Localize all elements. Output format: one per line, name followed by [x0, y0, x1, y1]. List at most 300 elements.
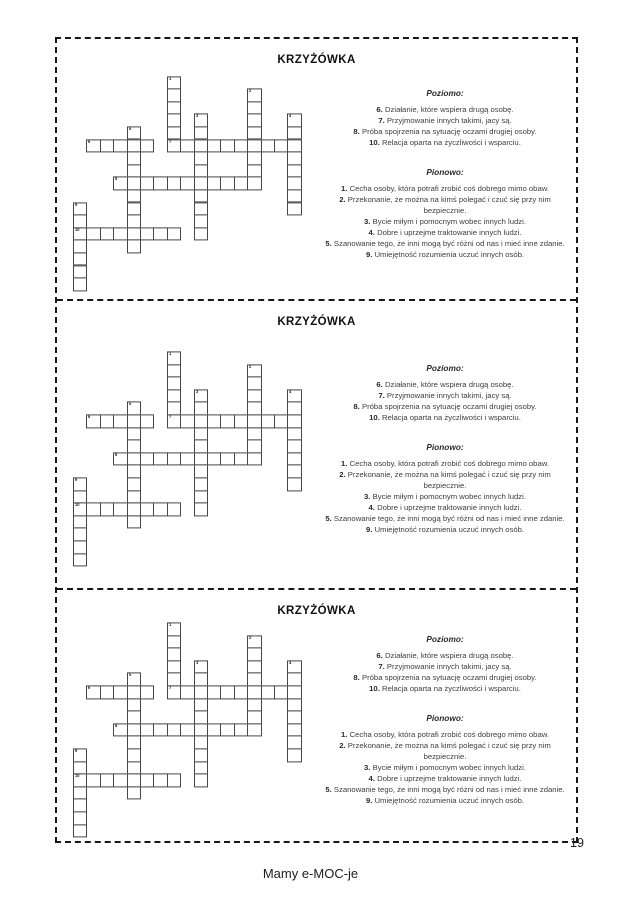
crossword-cell	[167, 673, 181, 687]
crossword-cell	[167, 635, 181, 649]
clue	[325, 183, 565, 194]
cell-number: 7	[168, 415, 172, 420]
down-heading: Pionowo:	[426, 442, 464, 452]
clue	[325, 683, 565, 694]
clues-block	[325, 363, 565, 535]
clue	[325, 238, 565, 249]
crossword-cell	[220, 685, 234, 699]
across-clue-list	[325, 104, 565, 148]
down-clue-group	[325, 442, 565, 535]
crossword-cell	[167, 648, 181, 662]
clue-text: Działanie, które wspiera drugą osobę.	[384, 380, 514, 389]
across-heading: Poziomo:	[426, 87, 464, 98]
crossword-cell	[194, 698, 208, 712]
cell-number: 3	[195, 661, 198, 666]
clue	[325, 795, 565, 806]
down-heading: Pionowo:	[426, 166, 464, 177]
clue-text: Próba spojrzenia na sytuację oczami drugiej osoby.	[361, 673, 537, 682]
crossword-cell	[153, 723, 167, 737]
crossword-cell	[194, 402, 208, 416]
crossword-cell	[153, 452, 167, 466]
crossword-cell	[73, 265, 87, 279]
clue-number: 1.	[341, 730, 348, 739]
clue	[325, 513, 565, 524]
clue-number: 5.	[325, 785, 332, 794]
crossword-cell	[287, 389, 301, 403]
across-clue-group	[325, 634, 565, 694]
crossword-cell	[73, 774, 87, 788]
crossword-cell	[100, 139, 114, 153]
clue-text: Przekonanie, że można na kimś polegać i czuć się przy nim bezpiecznie.	[347, 470, 551, 490]
crossword-cell	[127, 189, 141, 203]
clue-number: 3.	[364, 216, 371, 226]
crossword-cell	[113, 414, 127, 428]
crossword-cell	[287, 465, 301, 479]
section-title: KRZYŻÓWKA	[277, 605, 356, 617]
crossword-cell	[73, 786, 87, 800]
cell-number: 1	[168, 76, 172, 81]
crossword-cell	[153, 503, 167, 517]
crossword-cell	[127, 452, 141, 466]
clue	[325, 661, 565, 672]
cell-number: 10	[75, 228, 80, 233]
crossword-cell	[247, 402, 261, 416]
crossword-cell	[73, 761, 87, 775]
section-title: KRZYŻÓWKA	[277, 316, 356, 328]
crossword-cell	[247, 139, 261, 153]
cell-number: 6	[88, 139, 91, 144]
clue-number: 3.	[364, 763, 371, 772]
clue-text: Działanie, które wspiera drugą osobę.	[384, 104, 514, 114]
clue-number: 5.	[325, 238, 332, 248]
cell-number: 10	[75, 503, 80, 508]
crossword-cell	[207, 139, 221, 153]
crossword-cell	[180, 414, 194, 428]
cell-number: 3	[195, 390, 198, 395]
crossword-cell	[127, 736, 141, 750]
clue-text: Relacja oparta na życzliwości i wsparciu.	[381, 684, 521, 693]
crossword-cell	[167, 503, 181, 517]
crossword-cell	[274, 139, 288, 153]
cell-number: 1	[168, 623, 172, 628]
crossword-cell	[247, 152, 261, 166]
clue-number: 9.	[365, 525, 373, 534]
clue-number: 8.	[353, 673, 360, 682]
crossword-cell	[127, 515, 141, 529]
clue-text: Przyjmowanie innych takimi, jacy są.	[386, 115, 512, 125]
crossword-cell	[140, 452, 154, 466]
crossword-cell	[127, 490, 141, 504]
cell-number: 9	[75, 202, 78, 207]
crossword-cell	[287, 477, 301, 491]
crossword-cell	[247, 452, 261, 466]
crossword-cell	[127, 215, 141, 229]
clue-text: Szanowanie tego, że inni mogą być różni od nas i mieć inne zdanie.	[333, 514, 565, 523]
crossword-cell	[73, 215, 87, 229]
crossword-cell	[127, 177, 141, 191]
crossword-cell	[167, 774, 181, 788]
crossword-cell	[180, 177, 194, 191]
crossword-cell	[127, 414, 141, 428]
crossword-cell	[287, 736, 301, 750]
crossword-cell	[207, 414, 221, 428]
crossword-cell	[194, 673, 208, 687]
crossword-cell	[100, 685, 114, 699]
crossword-cell	[86, 227, 100, 241]
clue-text: Cecha osoby, która potrafi zrobić coś dobrego mimo obaw.	[349, 459, 549, 468]
crossword-cell	[167, 227, 181, 241]
crossword-cell	[73, 490, 87, 504]
crossword-cell	[287, 202, 301, 216]
crossword-cell	[247, 723, 261, 737]
clue-text: Próba spojrzenia na sytuację oczami drugiej osoby.	[361, 402, 537, 411]
crossword-cell	[127, 786, 141, 800]
crossword-cell	[127, 202, 141, 216]
crossword-cell	[287, 402, 301, 416]
crossword-cell	[73, 540, 87, 554]
crossword-cell	[86, 139, 100, 153]
crossword-cell	[194, 711, 208, 725]
clue	[325, 524, 565, 535]
crossword-cell	[234, 139, 248, 153]
clue-text: Próba spojrzenia na sytuację oczami drugiej osoby.	[361, 126, 537, 136]
crossword-cell	[127, 673, 141, 687]
crossword-cell	[167, 660, 181, 674]
crossword-cell	[234, 723, 248, 737]
crossword-cell	[140, 685, 154, 699]
clue-number: 10.	[369, 137, 380, 147]
crossword-cell	[261, 414, 275, 428]
crossword-cell	[247, 164, 261, 178]
footer-text: Mamy e-MOC-je	[262, 866, 359, 881]
crossword-cell	[247, 377, 261, 391]
clue	[325, 216, 565, 227]
crossword-cell	[194, 685, 208, 699]
crossword-cell	[180, 685, 194, 699]
crossword-cell	[287, 452, 301, 466]
clue-number: 7.	[378, 115, 385, 125]
cell-number: 4	[289, 114, 292, 119]
crossword-cell	[167, 377, 181, 391]
crossword-cell	[247, 364, 261, 378]
clue-text: Dobre i uprzejme traktowanie innych ludzi.	[377, 503, 522, 512]
crossword-cell	[127, 711, 141, 725]
clues-block	[325, 88, 565, 260]
crossword-cell	[207, 685, 221, 699]
clue-number: 9.	[365, 796, 373, 805]
clue	[325, 729, 565, 740]
clue	[325, 137, 565, 148]
cell-number: 7	[168, 139, 172, 144]
clue-text: Dobre i uprzejme traktowanie innych ludzi.	[377, 774, 522, 783]
clue-number: 2.	[339, 194, 346, 204]
crossword-cell	[207, 723, 221, 737]
crossword-cell	[113, 685, 127, 699]
crossword-cell	[86, 685, 100, 699]
crossword-cell	[167, 723, 181, 737]
clue-number: 1.	[341, 183, 348, 193]
crossword-cell	[167, 114, 181, 128]
across-clue-list	[325, 650, 565, 694]
clue-number: 6.	[376, 380, 383, 389]
crossword-cell	[167, 76, 181, 90]
crossword-cell	[86, 414, 100, 428]
down-heading: Pionowo:	[426, 713, 464, 723]
crossword-cell	[180, 139, 194, 153]
crossword-cell	[234, 685, 248, 699]
crossword-cell	[73, 252, 87, 266]
crossword-cell	[247, 114, 261, 128]
dashed-frame	[55, 37, 578, 843]
crossword-cell	[127, 427, 141, 441]
crossword-cell	[274, 414, 288, 428]
crossword-cell	[194, 761, 208, 775]
crossword-cell	[73, 799, 87, 813]
crossword-cell	[113, 139, 127, 153]
crossword-cell	[287, 748, 301, 762]
cell-number: 8	[115, 724, 118, 729]
clue-number: 4.	[368, 227, 375, 237]
crossword-section-2	[57, 299, 576, 588]
clue-number: 10.	[369, 684, 380, 693]
crossword-cell	[73, 553, 87, 567]
crossword-cell	[127, 152, 141, 166]
page-number: 19	[570, 836, 584, 850]
crossword-cell	[220, 139, 234, 153]
crossword-cell	[207, 452, 221, 466]
crossword-cell	[194, 139, 208, 153]
crossword-cell	[140, 177, 154, 191]
crossword-cell	[194, 389, 208, 403]
crossword-cell	[287, 139, 301, 153]
crossword-cell	[247, 660, 261, 674]
cell-number: 10	[75, 774, 80, 779]
crossword-cell	[127, 477, 141, 491]
crossword-cell	[127, 164, 141, 178]
cell-number: 3	[195, 114, 198, 119]
crossword-cell	[194, 452, 208, 466]
down-clue-list	[325, 729, 565, 806]
crossword-section-1	[57, 39, 576, 299]
clue	[325, 458, 565, 469]
crossword-cell	[194, 215, 208, 229]
crossword-cell	[287, 427, 301, 441]
crossword-cell	[140, 503, 154, 517]
crossword-cell	[287, 177, 301, 191]
clue-number: 2.	[339, 741, 346, 750]
clue-number: 8.	[353, 402, 360, 411]
crossword-cell	[261, 685, 275, 699]
crossword-cell	[287, 189, 301, 203]
crossword-cell	[73, 278, 87, 292]
crossword-cell	[127, 723, 141, 737]
crossword-cell	[194, 177, 208, 191]
crossword-cell	[194, 114, 208, 128]
crossword-cell	[287, 414, 301, 428]
across-clue-list	[325, 379, 565, 423]
crossword-cell	[247, 126, 261, 140]
clue-text: Cecha osoby, która potrafi zrobić coś dobrego mimo obaw.	[349, 730, 549, 739]
crossword-cell	[287, 698, 301, 712]
clue-text: Przyjmowanie innych takimi, jacy są.	[386, 662, 512, 671]
crossword-cell	[167, 389, 181, 403]
crossword-cell	[86, 774, 100, 788]
cell-number: 4	[289, 661, 292, 666]
clue	[325, 115, 565, 126]
clue	[325, 762, 565, 773]
clue	[325, 672, 565, 683]
crossword-cell	[194, 202, 208, 216]
down-clue-list	[325, 458, 565, 535]
crossword-cell	[194, 465, 208, 479]
clue	[325, 650, 565, 661]
crossword-cell	[194, 774, 208, 788]
crossword-cell	[113, 723, 127, 737]
crossword-cell	[140, 139, 154, 153]
crossword-cell	[113, 177, 127, 191]
crossword-cell	[194, 660, 208, 674]
cell-number: 2	[249, 89, 252, 94]
crossword-cell	[100, 503, 114, 517]
crossword-cell	[100, 774, 114, 788]
crossword-cell	[73, 202, 87, 216]
crossword-cell	[127, 402, 141, 416]
crossword-cell	[247, 698, 261, 712]
crossword-cell	[194, 414, 208, 428]
clue-number: 1.	[341, 459, 348, 468]
clue-number: 6.	[376, 651, 383, 660]
crossword-cell	[287, 152, 301, 166]
cell-number: 6	[88, 415, 91, 420]
crossword-cell	[274, 685, 288, 699]
clue-number: 5.	[325, 514, 332, 523]
clue	[325, 412, 565, 423]
crossword-cell	[234, 452, 248, 466]
clue-number: 8.	[353, 126, 360, 136]
crossword-cell	[194, 748, 208, 762]
crossword-cell	[140, 414, 154, 428]
crossword-cell	[261, 139, 275, 153]
crossword-cell	[220, 452, 234, 466]
crossword-cell	[73, 503, 87, 517]
crossword-cell	[247, 389, 261, 403]
crossword-cell	[247, 635, 261, 649]
crossword-cell	[113, 774, 127, 788]
crossword-cell	[247, 440, 261, 454]
crossword-cell	[194, 189, 208, 203]
crossword-cell	[287, 164, 301, 178]
crossword-cell	[247, 648, 261, 662]
crossword-cell	[73, 240, 87, 254]
crossword-cell	[194, 503, 208, 517]
crossword-cell	[140, 227, 154, 241]
crossword-cell	[167, 622, 181, 636]
section-title: KRZYŻÓWKA	[277, 54, 356, 66]
crossword-cell	[100, 414, 114, 428]
crossword-cell	[220, 414, 234, 428]
crossword-cell	[73, 477, 87, 491]
clue-number: 9.	[365, 249, 373, 259]
clue	[325, 401, 565, 412]
cell-number: 8	[115, 177, 118, 182]
crossword-cell	[167, 139, 181, 153]
clue	[325, 502, 565, 513]
clue-number: 7.	[378, 391, 385, 400]
crossword-cell	[234, 414, 248, 428]
crossword-grid	[73, 622, 302, 837]
cell-number: 9	[75, 749, 78, 754]
crossword-cell	[194, 152, 208, 166]
down-clue-group	[325, 167, 565, 260]
down-clue-list	[325, 183, 565, 260]
cell-number: 5	[128, 673, 131, 678]
clue-number: 4.	[368, 503, 375, 512]
crossword-cell	[113, 227, 127, 241]
crossword-cell	[73, 748, 87, 762]
clue-text: Szanowanie tego, że inni mogą być różni od nas i mieć inne zdanie.	[333, 238, 565, 248]
clue	[325, 491, 565, 502]
crossword-cell	[127, 240, 141, 254]
section-content	[57, 619, 576, 841]
crossword-cell	[167, 351, 181, 365]
cell-number: 2	[249, 365, 252, 370]
clue-text: Przyjmowanie innych takimi, jacy są.	[386, 391, 512, 400]
crossword-cell	[194, 164, 208, 178]
crossword-cell	[127, 774, 141, 788]
crossword-cell	[234, 177, 248, 191]
clue-number: 6.	[376, 104, 383, 114]
clue-text: Działanie, które wspiera drugą osobę.	[384, 651, 514, 660]
clue-text: Dobre i uprzejme traktowanie innych ludzi.	[377, 227, 522, 237]
crossword-cell	[247, 89, 261, 103]
crossword-cell	[287, 126, 301, 140]
crossword-cell	[194, 440, 208, 454]
crossword-cell	[113, 503, 127, 517]
crossword-cell	[167, 414, 181, 428]
clue	[325, 194, 565, 216]
crossword-cell	[167, 685, 181, 699]
cell-number: 2	[249, 636, 252, 641]
crossword-grid	[73, 351, 302, 566]
crossword-cell	[247, 427, 261, 441]
cell-number: 4	[289, 390, 292, 395]
crossword-cell	[247, 177, 261, 191]
crossword-cell	[127, 685, 141, 699]
crossword-cell	[153, 774, 167, 788]
crossword-cell	[287, 660, 301, 674]
clue	[325, 249, 565, 260]
clue-text: Umiejętność rozumienia uczuć innych osób.	[374, 796, 525, 805]
crossword-cell	[153, 177, 167, 191]
clue-text: Przekonanie, że można na kimś polegać i czuć się przy nim bezpiecznie.	[347, 741, 551, 761]
crossword-cell	[127, 126, 141, 140]
crossword-cell	[167, 452, 181, 466]
clue-number: 3.	[364, 492, 371, 501]
crossword-cell	[73, 515, 87, 529]
section-content	[57, 330, 576, 588]
cell-number: 1	[168, 352, 172, 357]
crossword-cell	[287, 114, 301, 128]
crossword-cell	[127, 698, 141, 712]
crossword-cell	[167, 177, 181, 191]
clue-number: 2.	[339, 470, 346, 479]
cell-number: 8	[115, 453, 118, 458]
crossword-cell	[247, 711, 261, 725]
crossword-cell	[140, 774, 154, 788]
crossword-cell	[194, 126, 208, 140]
clue	[325, 104, 565, 115]
crossword-cell	[194, 723, 208, 737]
